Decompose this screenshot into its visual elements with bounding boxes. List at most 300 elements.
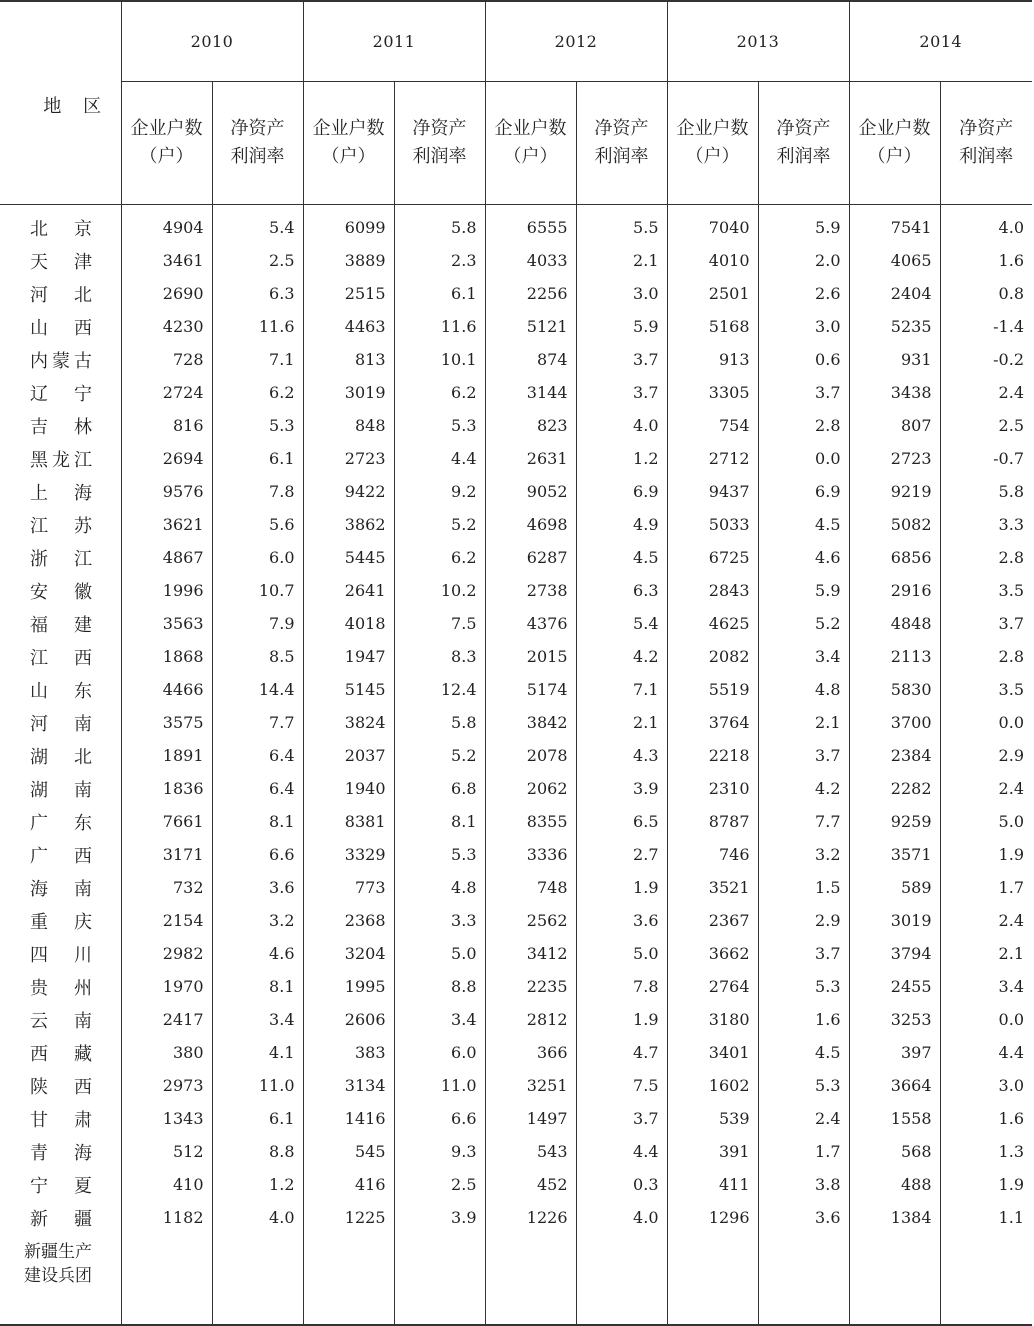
profit-rate-cell: 1.6	[940, 244, 1032, 277]
enterprise-count-cell: 6287	[485, 541, 576, 574]
region-label: 重 庆	[30, 911, 92, 933]
enterprise-count-cell: 2235	[485, 970, 576, 1003]
profit-rate-cell: 14.4	[212, 673, 303, 706]
enterprise-count-cell: 931	[849, 343, 940, 376]
region-label: 湖 南	[30, 779, 92, 801]
count-unit: （户）	[503, 146, 558, 167]
profit-rate-cell: 4.2	[758, 772, 849, 805]
year-header-2011: 2011	[303, 1, 485, 82]
region-name	[0, 541, 121, 574]
profit-rate-cell: 11.6	[394, 310, 485, 343]
rate-label-line2: 利润率	[594, 146, 649, 167]
profit-rate-cell: 8.1	[212, 805, 303, 838]
enterprise-count-cell: 9422	[303, 475, 394, 508]
enterprise-count-cell: 2973	[121, 1069, 212, 1102]
enterprise-count-cell: 807	[849, 409, 940, 442]
profit-rate-cell: 1.3	[940, 1135, 1032, 1168]
region-name	[0, 1201, 121, 1234]
rate-label-line1: 净资产	[959, 118, 1014, 139]
profit-rate-cell: 1.5	[758, 871, 849, 904]
region-label: 宁 夏	[30, 1175, 92, 1197]
rate-subheader	[940, 82, 1032, 205]
region-name	[0, 838, 121, 871]
enterprise-count-cell: 7661	[121, 805, 212, 838]
profit-rate-cell: 2.4	[940, 772, 1032, 805]
enterprise-count-cell: 3571	[849, 838, 940, 871]
enterprise-count-cell: 6099	[303, 205, 394, 245]
profit-rate-cell: 5.9	[758, 205, 849, 245]
enterprise-count-cell: 4698	[485, 508, 576, 541]
profit-rate-cell: 1.9	[576, 1003, 667, 1036]
enterprise-count-cell: 2501	[667, 277, 758, 310]
enterprise-count-cell: 2218	[667, 739, 758, 772]
profit-rate-cell: 3.2	[758, 838, 849, 871]
enterprise-count-cell: 3438	[849, 376, 940, 409]
profit-rate-cell: 2.9	[940, 739, 1032, 772]
enterprise-count-cell: 2154	[121, 904, 212, 937]
region-name	[0, 739, 121, 772]
enterprise-count-cell: 1182	[121, 1201, 212, 1234]
count-unit: （户）	[685, 146, 740, 167]
table-row	[0, 1036, 1032, 1069]
region-label: 西 藏	[30, 1043, 92, 1065]
enterprise-count-cell: 8787	[667, 805, 758, 838]
profit-rate-cell: 2.9	[758, 904, 849, 937]
enterprise-count-cell: 4010	[667, 244, 758, 277]
enterprise-count-cell: 1226	[485, 1201, 576, 1234]
count-subheader	[121, 82, 212, 205]
table-row	[0, 508, 1032, 541]
count-label: 企业户数	[676, 118, 749, 139]
enterprise-count-cell: 1384	[849, 1201, 940, 1234]
table-row	[0, 640, 1032, 673]
profit-rate-cell: 3.4	[940, 970, 1032, 1003]
enterprise-count-cell: 2256	[485, 277, 576, 310]
count-unit: （户）	[321, 146, 376, 167]
profit-rate-cell: 4.8	[394, 871, 485, 904]
table-row	[0, 376, 1032, 409]
enterprise-count-cell: 589	[849, 871, 940, 904]
region-label-line1: 新疆生产	[24, 1242, 92, 1262]
profit-rate-cell: 6.1	[212, 1102, 303, 1135]
region-name	[0, 205, 121, 245]
table-row	[0, 310, 1032, 343]
profit-rate-cell: 3.4	[758, 640, 849, 673]
region-name	[0, 1168, 121, 1201]
enterprise-count-cell: 2404	[849, 277, 940, 310]
enterprise-count-cell: 748	[485, 871, 576, 904]
enterprise-count-cell: 410	[121, 1168, 212, 1201]
profit-rate-cell: 5.0	[394, 937, 485, 970]
enterprise-count-cell: 9259	[849, 805, 940, 838]
profit-rate-cell: 1.7	[940, 871, 1032, 904]
region-label: 甘 肃	[30, 1109, 92, 1131]
enterprise-count-cell: 4033	[485, 244, 576, 277]
profit-rate-cell: 7.8	[212, 475, 303, 508]
enterprise-count-cell: 746	[667, 838, 758, 871]
count-unit: （户）	[867, 146, 922, 167]
enterprise-count-cell: 4018	[303, 607, 394, 640]
enterprise-count-cell: 545	[303, 1135, 394, 1168]
profit-rate-cell: -0.7	[940, 442, 1032, 475]
enterprise-count-cell: 2631	[485, 442, 576, 475]
profit-rate-cell: 0.6	[758, 343, 849, 376]
profit-rate-cell: 2.6	[758, 277, 849, 310]
profit-rate-cell: 5.4	[576, 607, 667, 640]
rate-label-line1: 净资产	[412, 118, 467, 139]
profit-rate-cell: 6.6	[212, 838, 303, 871]
region-name	[0, 706, 121, 739]
enterprise-count-cell: 9219	[849, 475, 940, 508]
profit-rate-cell: 3.6	[576, 904, 667, 937]
enterprise-count-cell: 2078	[485, 739, 576, 772]
count-subheader	[849, 82, 940, 205]
enterprise-count-cell: 2037	[303, 739, 394, 772]
region-name	[0, 508, 121, 541]
profit-rate-cell: 4.5	[758, 508, 849, 541]
profit-rate-cell: 6.2	[212, 376, 303, 409]
profit-rate-cell: 5.9	[576, 310, 667, 343]
table-row	[0, 574, 1032, 607]
enterprise-count-cell: 2641	[303, 574, 394, 607]
enterprise-count-cell: 397	[849, 1036, 940, 1069]
profit-rate-cell: 6.2	[394, 376, 485, 409]
enterprise-count-cell: 3329	[303, 838, 394, 871]
enterprise-count-cell: 2368	[303, 904, 394, 937]
count-subheader	[303, 82, 394, 205]
rate-subheader	[212, 82, 303, 205]
profit-rate-cell: 5.8	[940, 475, 1032, 508]
count-label: 企业户数	[494, 118, 567, 139]
enterprise-count-cell: 2764	[667, 970, 758, 1003]
count-label: 企业户数	[130, 118, 203, 139]
enterprise-count-cell: 5168	[667, 310, 758, 343]
region-label: 浙 江	[30, 548, 92, 570]
enterprise-count-cell: 3461	[121, 244, 212, 277]
profit-rate-cell: 0.0	[758, 442, 849, 475]
rate-label-line1: 净资产	[776, 118, 831, 139]
enterprise-count-cell: 8381	[303, 805, 394, 838]
enterprise-count-cell: 2738	[485, 574, 576, 607]
region-label: 山 东	[30, 680, 92, 702]
profit-rate-cell: 1.9	[940, 1168, 1032, 1201]
enterprise-count-cell: 732	[121, 871, 212, 904]
profit-rate-cell: 7.1	[212, 343, 303, 376]
empty-cell	[940, 1234, 1032, 1325]
rate-label-line2: 利润率	[412, 146, 467, 167]
profit-rate-cell: 5.2	[394, 739, 485, 772]
profit-rate-cell: 10.1	[394, 343, 485, 376]
enterprise-count-cell: 3412	[485, 937, 576, 970]
region-header: 地 区	[0, 1, 121, 205]
profit-rate-cell: 0.0	[940, 1003, 1032, 1036]
enterprise-count-cell: 1416	[303, 1102, 394, 1135]
enterprise-count-cell: 2310	[667, 772, 758, 805]
profit-rate-cell: 3.7	[576, 376, 667, 409]
profit-rate-cell: 5.6	[212, 508, 303, 541]
region-label: 福 建	[30, 614, 92, 636]
profit-rate-cell: 6.3	[212, 277, 303, 310]
region-label: 湖 北	[30, 746, 92, 768]
table-row	[0, 475, 1032, 508]
profit-rate-cell: 10.7	[212, 574, 303, 607]
year-header-2012: 2012	[485, 1, 667, 82]
profit-rate-cell: 6.1	[212, 442, 303, 475]
profit-rate-cell: 3.7	[758, 937, 849, 970]
region-name	[0, 640, 121, 673]
profit-rate-cell: 3.0	[758, 310, 849, 343]
rate-label-line2: 利润率	[959, 146, 1014, 167]
enterprise-count-cell: 3521	[667, 871, 758, 904]
profit-rate-cell: 11.6	[212, 310, 303, 343]
enterprise-count-cell: 823	[485, 409, 576, 442]
profit-rate-cell: 8.5	[212, 640, 303, 673]
profit-rate-cell: 4.2	[576, 640, 667, 673]
enterprise-count-cell: 4466	[121, 673, 212, 706]
region-label: 黑龙江	[30, 449, 92, 471]
enterprise-count-cell: 452	[485, 1168, 576, 1201]
enterprise-count-cell: 816	[121, 409, 212, 442]
region-label: 云 南	[30, 1010, 92, 1032]
region-label: 辽 宁	[30, 383, 92, 405]
enterprise-count-cell: 3251	[485, 1069, 576, 1102]
profit-rate-cell: 2.1	[940, 937, 1032, 970]
enterprise-count-cell: 2694	[121, 442, 212, 475]
profit-rate-cell: 2.1	[576, 244, 667, 277]
profit-rate-cell: 3.7	[576, 1102, 667, 1135]
profit-rate-cell: 8.3	[394, 640, 485, 673]
enterprise-count-cell: 8355	[485, 805, 576, 838]
profit-rate-cell: 6.5	[576, 805, 667, 838]
table-row	[0, 1102, 1032, 1135]
region-label: 吉 林	[30, 416, 92, 438]
region-name	[0, 904, 121, 937]
profit-rate-cell: 4.4	[394, 442, 485, 475]
enterprise-count-cell: 568	[849, 1135, 940, 1168]
table-row	[0, 541, 1032, 574]
profit-rate-cell: 7.9	[212, 607, 303, 640]
profit-rate-cell: 0.0	[940, 706, 1032, 739]
rate-label-line2: 利润率	[230, 146, 285, 167]
region-name	[0, 1003, 121, 1036]
table-row	[0, 244, 1032, 277]
enterprise-count-cell: 4848	[849, 607, 940, 640]
profit-rate-cell: 3.3	[394, 904, 485, 937]
enterprise-count-cell: 5445	[303, 541, 394, 574]
profit-rate-cell: 8.8	[394, 970, 485, 1003]
enterprise-count-cell: 3134	[303, 1069, 394, 1102]
profit-rate-cell: 7.8	[576, 970, 667, 1003]
region-name	[0, 244, 121, 277]
region-name	[0, 607, 121, 640]
enterprise-count-cell: 848	[303, 409, 394, 442]
count-subheader	[667, 82, 758, 205]
enterprise-count-cell: 6725	[667, 541, 758, 574]
enterprise-count-cell: 411	[667, 1168, 758, 1201]
profit-rate-cell: 3.7	[576, 343, 667, 376]
enterprise-count-cell: 2723	[303, 442, 394, 475]
enterprise-count-cell: 2082	[667, 640, 758, 673]
region-name	[0, 1102, 121, 1135]
table-row	[0, 409, 1032, 442]
empty-cell	[121, 1234, 212, 1325]
empty-cell	[758, 1234, 849, 1325]
profit-rate-cell: 3.9	[576, 772, 667, 805]
enterprise-count-cell: 4230	[121, 310, 212, 343]
profit-rate-cell: 6.4	[212, 739, 303, 772]
enterprise-count-cell: 3824	[303, 706, 394, 739]
profit-rate-cell: 4.0	[576, 409, 667, 442]
enterprise-count-cell: 3794	[849, 937, 940, 970]
profit-rate-cell: 3.4	[212, 1003, 303, 1036]
table-row	[0, 838, 1032, 871]
year-header-2014: 2014	[849, 1, 1032, 82]
enterprise-count-cell: 3253	[849, 1003, 940, 1036]
profit-rate-cell: 4.0	[940, 205, 1032, 245]
enterprise-count-cell: 3305	[667, 376, 758, 409]
region-label: 安 徽	[30, 581, 92, 603]
enterprise-count-cell: 2384	[849, 739, 940, 772]
enterprise-count-cell: 488	[849, 1168, 940, 1201]
region-label: 广 西	[30, 845, 92, 867]
rate-subheader	[758, 82, 849, 205]
profit-rate-cell: 1.1	[940, 1201, 1032, 1234]
enterprise-count-cell: 1836	[121, 772, 212, 805]
profit-rate-cell: 4.4	[576, 1135, 667, 1168]
enterprise-count-cell: 5830	[849, 673, 940, 706]
region-name	[0, 1036, 121, 1069]
enterprise-count-cell: 3842	[485, 706, 576, 739]
enterprise-count-cell: 874	[485, 343, 576, 376]
profit-rate-cell: 2.8	[758, 409, 849, 442]
region-label: 河 南	[30, 713, 92, 735]
table-row	[0, 706, 1032, 739]
profit-rate-cell: 6.4	[212, 772, 303, 805]
profit-rate-cell: 6.6	[394, 1102, 485, 1135]
rate-label-line1: 净资产	[594, 118, 649, 139]
profit-rate-cell: 2.4	[940, 376, 1032, 409]
table-row	[0, 343, 1032, 376]
profit-rate-cell: 3.5	[940, 673, 1032, 706]
empty-cell	[394, 1234, 485, 1325]
profit-rate-cell: 7.7	[212, 706, 303, 739]
region-label: 陕 西	[30, 1076, 92, 1098]
enterprise-count-cell: 416	[303, 1168, 394, 1201]
table-row	[0, 772, 1032, 805]
empty-cell	[576, 1234, 667, 1325]
enterprise-count-cell: 1891	[121, 739, 212, 772]
profit-rate-cell: 3.6	[758, 1201, 849, 1234]
enterprise-count-cell: 4376	[485, 607, 576, 640]
enterprise-count-cell: 2515	[303, 277, 394, 310]
region-label: 江 苏	[30, 515, 92, 537]
profit-rate-cell: 12.4	[394, 673, 485, 706]
enterprise-count-cell: 754	[667, 409, 758, 442]
enterprise-count-cell: 9437	[667, 475, 758, 508]
profit-rate-cell: 2.7	[576, 838, 667, 871]
profit-rate-cell: 6.0	[394, 1036, 485, 1069]
enterprise-count-cell: 1996	[121, 574, 212, 607]
year-header-2013: 2013	[667, 1, 849, 82]
count-subheader	[485, 82, 576, 205]
region-label: 内蒙古	[30, 350, 92, 372]
region-label: 北 京	[30, 218, 92, 240]
profit-rate-cell: 6.8	[394, 772, 485, 805]
profit-rate-cell: 7.5	[576, 1069, 667, 1102]
profit-rate-cell: 9.2	[394, 475, 485, 508]
enterprise-count-cell: 2724	[121, 376, 212, 409]
table-row	[0, 607, 1032, 640]
profit-rate-cell: 4.5	[576, 541, 667, 574]
profit-rate-cell: 2.5	[940, 409, 1032, 442]
region-label: 青 海	[30, 1142, 92, 1164]
region-label: 江 西	[30, 647, 92, 669]
empty-cell	[485, 1234, 576, 1325]
enterprise-count-cell: 2712	[667, 442, 758, 475]
enterprise-count-cell: 9576	[121, 475, 212, 508]
profit-rate-cell: 5.2	[758, 607, 849, 640]
count-label: 企业户数	[312, 118, 385, 139]
profit-rate-cell: 6.0	[212, 541, 303, 574]
rate-subheader	[394, 82, 485, 205]
enterprise-count-cell: 2282	[849, 772, 940, 805]
enterprise-count-cell: 5174	[485, 673, 576, 706]
enterprise-count-cell: 3563	[121, 607, 212, 640]
profit-rate-cell: 3.9	[394, 1201, 485, 1234]
profit-rate-cell: 5.3	[758, 1069, 849, 1102]
enterprise-count-cell: 1602	[667, 1069, 758, 1102]
profit-rate-cell: 7.5	[394, 607, 485, 640]
table-row	[0, 1003, 1032, 1036]
profit-rate-cell: 4.5	[758, 1036, 849, 1069]
profit-rate-cell: 3.8	[758, 1168, 849, 1201]
enterprise-count-cell: 2417	[121, 1003, 212, 1036]
table-row	[0, 739, 1032, 772]
profit-rate-cell: 2.3	[394, 244, 485, 277]
enterprise-count-cell: 3862	[303, 508, 394, 541]
enterprise-count-cell: 2367	[667, 904, 758, 937]
enterprise-count-cell: 9052	[485, 475, 576, 508]
enterprise-count-cell: 3575	[121, 706, 212, 739]
region-label: 上 海	[30, 482, 92, 504]
enterprise-count-cell: 383	[303, 1036, 394, 1069]
enterprise-count-cell: 4625	[667, 607, 758, 640]
region-label: 天 津	[30, 251, 92, 273]
enterprise-count-cell: 5082	[849, 508, 940, 541]
enterprise-count-cell: 3889	[303, 244, 394, 277]
profit-rate-cell: 8.1	[394, 805, 485, 838]
table-row	[0, 1201, 1032, 1234]
profit-rate-cell: 11.0	[394, 1069, 485, 1102]
profit-rate-cell: 5.2	[394, 508, 485, 541]
profit-rate-cell: 2.0	[758, 244, 849, 277]
enterprise-count-cell: 2916	[849, 574, 940, 607]
profit-rate-cell: 8.1	[212, 970, 303, 1003]
profit-rate-cell: 2.5	[394, 1168, 485, 1201]
profit-rate-cell: 4.6	[212, 937, 303, 970]
profit-rate-cell: 4.1	[212, 1036, 303, 1069]
enterprise-count-cell: 3664	[849, 1069, 940, 1102]
enterprise-count-cell: 3204	[303, 937, 394, 970]
profit-rate-cell: 5.4	[212, 205, 303, 245]
region-name	[0, 673, 121, 706]
enterprise-count-cell: 1940	[303, 772, 394, 805]
enterprise-count-cell: 2015	[485, 640, 576, 673]
profit-rate-cell: 1.2	[576, 442, 667, 475]
enterprise-count-cell: 728	[121, 343, 212, 376]
region-label: 广 东	[30, 812, 92, 834]
profit-rate-cell: 2.1	[576, 706, 667, 739]
